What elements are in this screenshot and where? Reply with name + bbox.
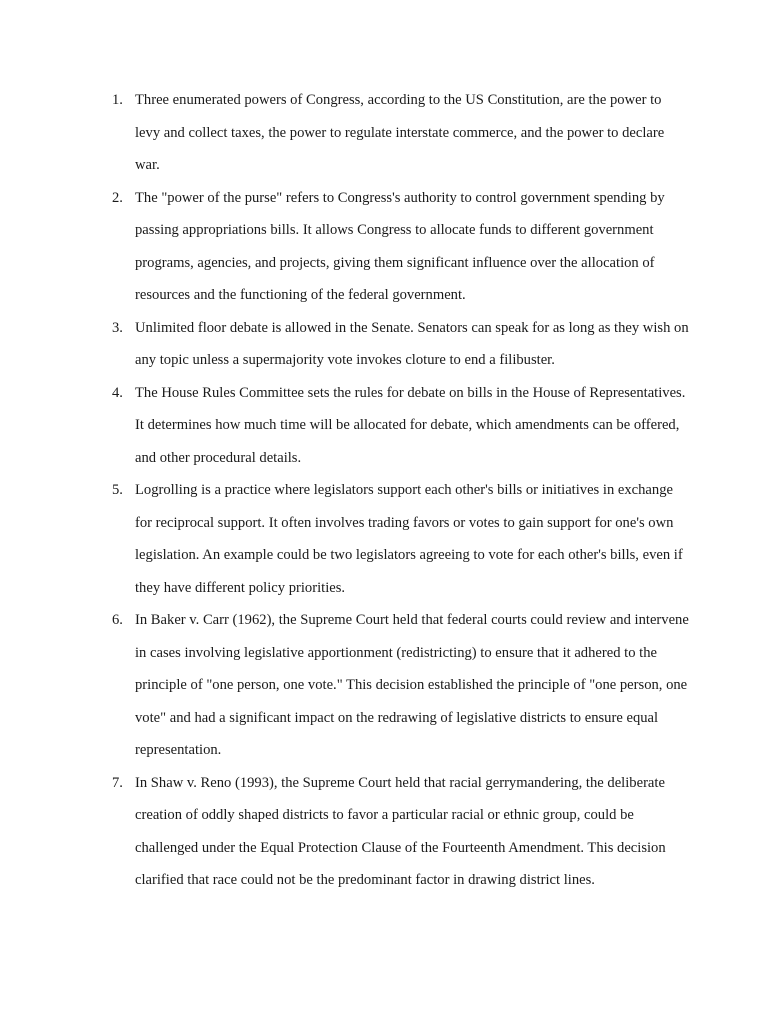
item-text: The House Rules Committee sets the rules for debate on bills in the House of Representatives. It determines how much time will be allocated for debate, which amendments can be offered, and other procedural details. bbox=[135, 384, 686, 466]
item-text: In Shaw v. Reno (1993), the Supreme Court held that racial gerrymandering, the deliberate creation of oddly shaped districts to favor a particular racial or ethnic group, could be challenged under the Equal Protection Clause of the Fourteenth Amendment. This decision clarified that race could not be the predominant factor in drawing district lines. bbox=[135, 774, 666, 888]
list-item bbox=[100, 182, 690, 312]
list-item bbox=[100, 377, 690, 475]
item-number: 4. bbox=[112, 384, 123, 401]
item-number: 3. bbox=[112, 319, 123, 336]
item-number: 1. bbox=[112, 92, 123, 108]
item-number: 2. bbox=[112, 189, 123, 206]
item-text: Unlimited floor debate is allowed in the Senate. Senators can speak for as long as they wish on any topic unless a supermajority vote invokes cloture to end a filibuster. bbox=[135, 319, 689, 368]
list-item bbox=[100, 84, 690, 182]
item-number: 7. bbox=[112, 774, 123, 791]
item-number: 5. bbox=[112, 482, 123, 498]
item-number: 6. bbox=[112, 612, 123, 628]
list-item bbox=[100, 312, 690, 377]
list-item bbox=[100, 474, 690, 604]
list-item bbox=[100, 767, 690, 897]
list-item bbox=[100, 604, 690, 767]
item-text: Logrolling is a practice where legislators support each other's bills or initiatives in exchange for reciprocal support. It often involves trading favors or votes to gain support for one's own legislation. An example could be two legislators agreeing to vote for each other's bills, even if they have different policy priorities. bbox=[135, 482, 683, 596]
item-text: Three enumerated powers of Congress, according to the US Constitution, are the power to levy and collect taxes, the power to regulate interstate commerce, and the power to declare war. bbox=[135, 92, 665, 173]
answer-list bbox=[100, 84, 690, 897]
item-text: In Baker v. Carr (1962), the Supreme Court held that federal courts could review and intervene in cases involving legislative apportionment (redistricting) to ensure that it adhered to the principle of "one person, one vote." This decision established the principle of "one person, one vote" and had a significant impact on the redrawing of legislative districts to ensure equal representation. bbox=[135, 612, 689, 758]
item-text: The "power of the purse" refers to Congress's authority to control government spending by passing appropriations bills. It allows Congress to allocate funds to different government programs, agencies, and projects, giving them significant influence over the allocation of resources and the functioning of the federal government. bbox=[135, 189, 665, 303]
